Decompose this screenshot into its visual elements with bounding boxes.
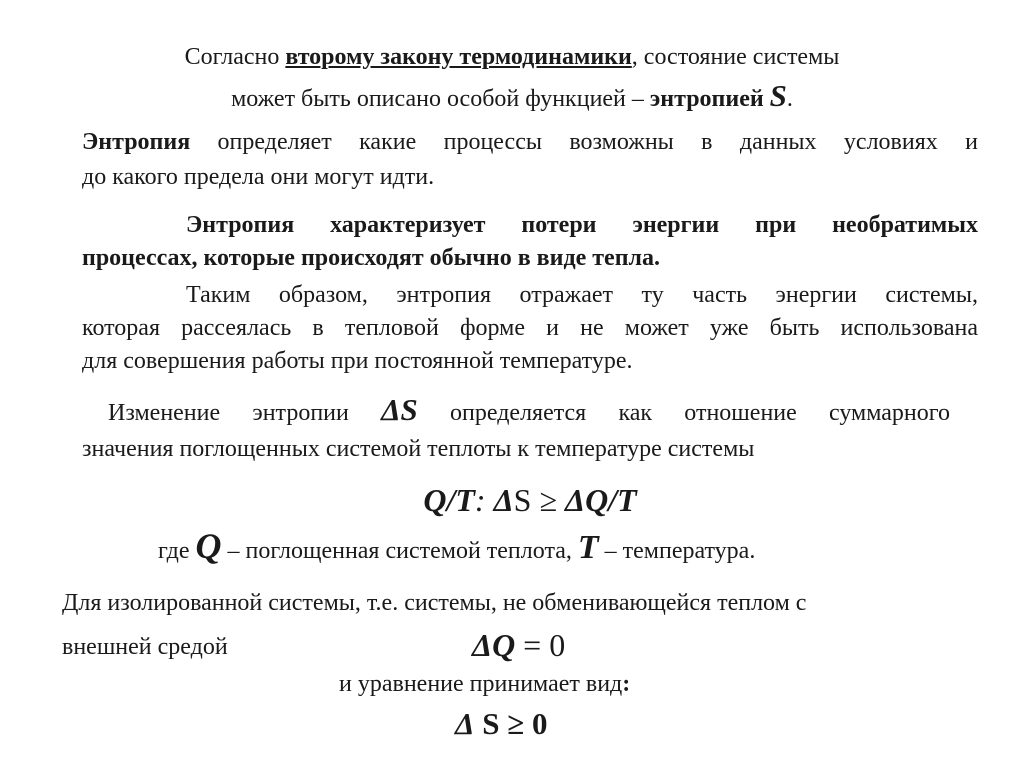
p2-line-1 bbox=[186, 211, 978, 239]
p3-line-2: которая рассеялась в тепловой форме и не может уже быть использована bbox=[82, 315, 978, 341]
second-law-term: второму закону термодинамики bbox=[285, 44, 632, 70]
eq-delta: Δ bbox=[472, 627, 493, 663]
where-text-b: – поглощенная системой теплота, bbox=[221, 538, 578, 564]
isolated-line-2: внешней средой bbox=[62, 634, 228, 660]
entropy-symbol-2: S bbox=[400, 392, 418, 427]
result-delta: Δ bbox=[455, 706, 475, 741]
p4-text-a: Изменение энтропии bbox=[108, 400, 382, 426]
result-rest: S ≥ 0 bbox=[474, 706, 548, 741]
intro-line-1 bbox=[0, 43, 1024, 71]
entropy-term: энтропией bbox=[649, 86, 764, 112]
formula-delta-1: Δ bbox=[493, 482, 514, 518]
temperature-symbol: T bbox=[577, 529, 599, 566]
intro-line-2 bbox=[0, 78, 1024, 113]
formula-entropy-inequality bbox=[18, 482, 1024, 518]
heat-symbol: Q bbox=[195, 526, 222, 566]
where-text-c: – температура. bbox=[598, 538, 756, 564]
p4-line-2: значения поглощенных системой теплоты к температуре системы bbox=[82, 436, 755, 462]
p2-text-2: процессах, которые происходят обычно в виде тепла. bbox=[82, 245, 660, 271]
isolated-equation bbox=[472, 627, 565, 663]
isolated-line-1: Для изолированной системы, т.е. системы, не обменивающейся теплом с bbox=[62, 590, 807, 616]
intro-text-tail: , состояние системы bbox=[631, 44, 840, 70]
intro-text-2: может быть описано особой функцией – bbox=[231, 86, 650, 112]
formula-delta-2: Δ bbox=[565, 482, 586, 518]
formula-isolated-result bbox=[455, 706, 547, 742]
intro-text: Согласно bbox=[184, 44, 286, 70]
isolated-colon: : bbox=[622, 671, 631, 697]
isolated-text: и уравнение принимает вид bbox=[339, 671, 623, 697]
p3-line-3: для совершения работы при постоянной температуре. bbox=[82, 348, 633, 374]
p4-text-b: определяется как отношение суммарного bbox=[417, 400, 950, 426]
p1-term: Энтропия bbox=[82, 129, 191, 155]
formula-ge: ≥ bbox=[539, 482, 565, 518]
intro-dot: . bbox=[786, 86, 793, 112]
p4-line-1 bbox=[108, 392, 950, 427]
isolated-line-3 bbox=[339, 670, 630, 698]
formula-s: S bbox=[513, 482, 540, 518]
p2-line-2 bbox=[82, 244, 660, 272]
formula-q-over-t-2: Q/T bbox=[585, 482, 637, 518]
formula-colon: : bbox=[474, 482, 494, 518]
eq-rest: = 0 bbox=[515, 627, 566, 663]
p2-text-1: Энтропия характеризует потери энергии при необратимых bbox=[186, 212, 978, 238]
delta-symbol: Δ bbox=[381, 392, 401, 427]
p1-line-1 bbox=[82, 128, 978, 156]
where-text-a: где bbox=[158, 538, 196, 564]
p3-line-1: Таким образом, энтропия отражает ту часть энергии системы, bbox=[186, 282, 978, 308]
formula-q-over-t: Q/T bbox=[423, 482, 475, 518]
where-line bbox=[158, 526, 756, 566]
entropy-symbol: S bbox=[769, 78, 787, 113]
eq-q: Q bbox=[492, 627, 516, 663]
p1-text: определяет какие процессы возможны в данных условиях и bbox=[190, 129, 978, 155]
p1-line-2: до какого предела они могут идти. bbox=[82, 164, 435, 190]
